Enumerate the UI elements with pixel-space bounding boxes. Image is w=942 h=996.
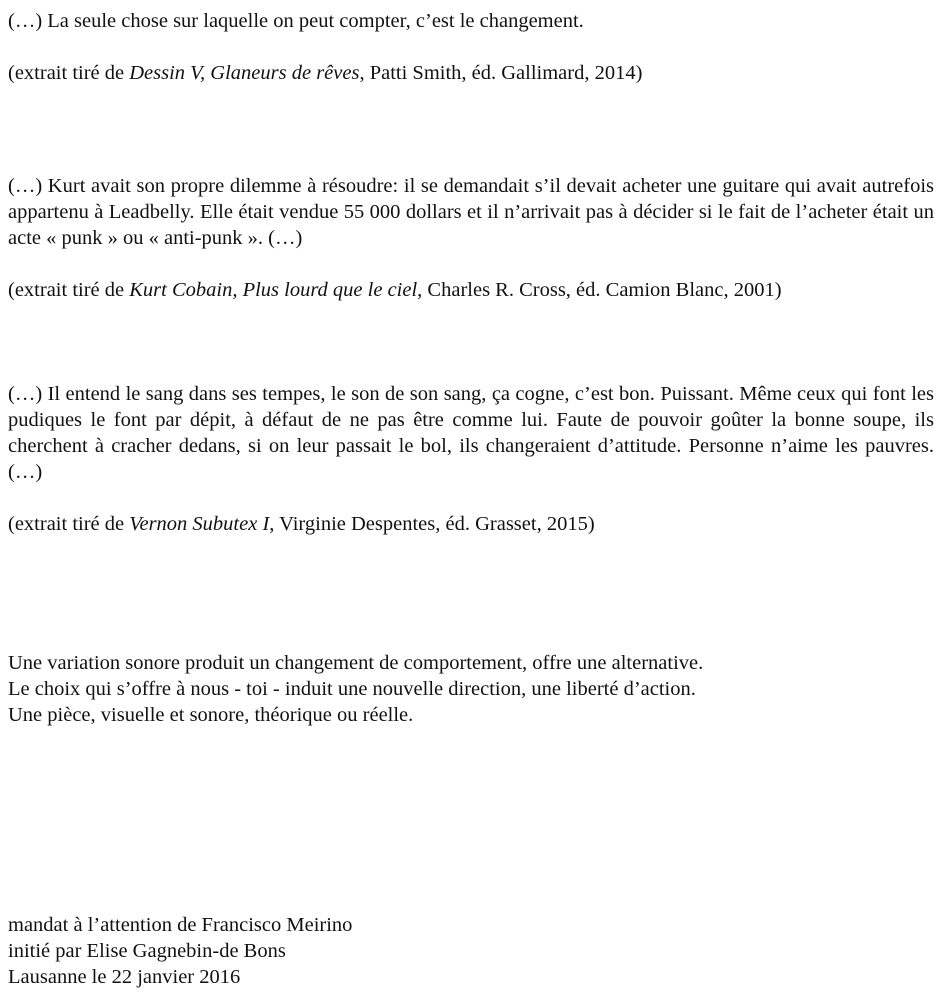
quote-2-source-suffix: , Charles R. Cross, éd. Camion Blanc, 2001) [417, 279, 782, 301]
quote-2-source [8, 277, 934, 303]
quote-3-source-suffix: , Virginie Despentes, éd. Grasset, 2015) [269, 513, 595, 535]
footer-line-3: Lausanne le 22 janvier 2016 [8, 966, 241, 988]
quote-3-source [8, 511, 934, 537]
footer [8, 912, 934, 990]
quote-1-source-suffix: , Patti Smith, éd. Gallimard, 2014) [359, 62, 643, 84]
quote-3-source-title: Vernon Subutex I [129, 513, 270, 535]
footer-line-2: initié par Elise Gagnebin-de Bons [8, 940, 286, 962]
quote-3-source-prefix: (extrait tiré de [8, 513, 130, 535]
quote-1-source-prefix: (extrait tiré de [8, 62, 130, 84]
quote-1-text: (…) La seule chose sur laquelle on peut compter, c’est le changement. [8, 10, 584, 32]
quote-2-text: (…) Kurt avait son propre dilemme à résoudre: il se demandait s’il devait acheter une guitare qui avait autrefois appartenu à Leadbelly. Elle était vendue 55 000 dollars et il n’arrivait pas à décider si le fait de l’acheter était un acte « punk » ou « anti-punk ». (…) [8, 175, 934, 249]
quote-2 [8, 173, 934, 303]
statement-line-1: Une variation sonore produit un changement de comportement, offre une alternative. [8, 652, 704, 674]
statement [8, 650, 934, 728]
quote-3-text: (…) Il entend le sang dans ses tempes, le son de son sang, ça cogne, c’est bon. Puissant. Même ceux qui font les pudiques le font par dépit, à défaut de ne pas être comme lui. Faute de pouvoir goûter la bonne soupe, ils cherchent à cracher dedans, si on leur passait le bol, ils changeraient d’attitude. Personne n’aime les pauvres. (…) [8, 383, 934, 483]
quote-2-source-title: Kurt Cobain, Plus lourd que le ciel [129, 279, 418, 301]
statement-line-2: Le choix qui s’offre à nous - toi - induit une nouvelle direction, une liberté d’action. [8, 678, 696, 700]
quote-1-source [8, 60, 934, 86]
footer-line-1: mandat à l’attention de Francisco Meirino [8, 914, 353, 936]
quote-1-source-title: Dessin V, Glaneurs de rêves [129, 62, 360, 84]
statement-line-3: Une pièce, visuelle et sonore, théorique ou réelle. [8, 704, 414, 726]
quote-1 [8, 8, 934, 86]
quote-2-source-prefix: (extrait tiré de [8, 279, 130, 301]
quote-3 [8, 381, 934, 537]
